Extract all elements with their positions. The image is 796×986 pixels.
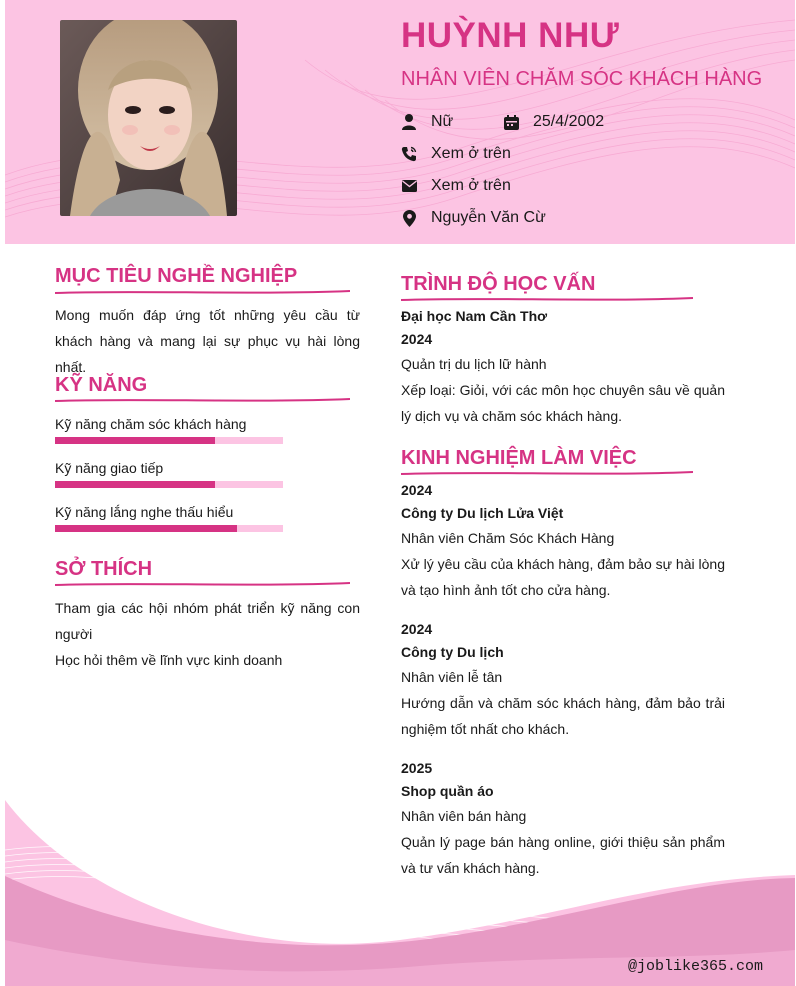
objective-title: MỤC TIÊU NGHỀ NGHIỆP: [55, 265, 298, 287]
education-school: Đại học Nam Cần Thơ: [401, 308, 548, 324]
header-banner: [5, 0, 795, 244]
hobby-item: Tham gia các hội nhóm phát triển kỹ năng con người: [55, 600, 360, 642]
hobby-item: Học hỏi thêm về lĩnh vực kinh doanh: [55, 652, 283, 668]
education-title: TRÌNH ĐỘ HỌC VẤN: [401, 273, 596, 295]
email-row: [401, 177, 511, 195]
phone-icon: [401, 146, 417, 162]
experience-description: Xử lý yêu cầu của khách hàng, đảm bảo sự hài lòng và tạo hình ảnh tốt cho cửa hàng.: [401, 556, 725, 598]
skill-label: Kỹ năng chăm sóc khách hàng: [55, 416, 247, 432]
education-underline: [401, 296, 693, 302]
location-icon: [401, 210, 417, 226]
education-major: Quản trị du lịch lữ hành: [401, 356, 547, 372]
address-value: Nguyễn Văn Cừ: [431, 209, 546, 226]
footer-waves: [0, 790, 796, 986]
gender-value: Nữ: [431, 113, 454, 130]
skill-label: Kỹ năng giao tiếp: [55, 460, 164, 476]
birthday-row: [503, 113, 604, 131]
experience-description: Hướng dẫn và chăm sóc khách hàng, đảm bảo trải nghiệm tốt nhất cho khách.: [401, 695, 725, 737]
skill-bar: [55, 481, 283, 488]
education-year: 2024: [401, 331, 433, 347]
experience-position: Nhân viên Chăm Sóc Khách Hàng: [401, 530, 615, 546]
hobbies-title: SỞ THÍCH: [55, 558, 153, 580]
hobbies-underline: [55, 581, 350, 587]
objective-underline: [55, 289, 350, 295]
experience-title: KINH NGHIỆM LÀM VIỆC: [401, 447, 637, 469]
phone-row: [401, 145, 511, 163]
profile-photo: [60, 20, 237, 216]
email-value: Xem ở trên: [431, 177, 511, 194]
experience-company: Công ty Du lịch Lửa Việt: [401, 505, 564, 521]
education-note: Xếp loại: Giỏi, với các môn học chuyên sâu về quản lý dịch vụ và chăm sóc khách hàng.: [401, 382, 725, 424]
experience-position: Nhân viên lễ tân: [401, 669, 503, 685]
skill-bar: [55, 437, 283, 444]
experience-company: Công ty Du lịch: [401, 644, 504, 660]
birthday-value: 25/4/2002: [533, 113, 605, 130]
experience-year: 2024: [401, 621, 433, 637]
skill-label: Kỹ năng lắng nghe thấu hiểu: [55, 504, 234, 520]
skill-bar-fill: [55, 525, 237, 532]
experience-description: Quản lý page bán hàng online, giới thiệu sản phẩm và tư vấn khách hàng.: [401, 834, 725, 876]
job-title: NHÂN VIÊN CHĂM SÓC KHÁCH HÀNG: [401, 68, 763, 90]
gender-row: [401, 113, 453, 131]
phone-value: Xem ở trên: [431, 145, 511, 162]
user-icon: [401, 114, 417, 130]
experience-underline: [401, 470, 693, 476]
skills-underline: [55, 397, 350, 403]
skill-bar-fill: [55, 481, 215, 488]
email-icon: [401, 178, 417, 194]
footer-credit: @joblike365.com: [628, 958, 764, 975]
skills-title: KỸ NĂNG: [55, 374, 148, 396]
objective-text: Mong muốn đáp ứng tốt những yêu cầu từ khách hàng và mang lại sự phục vụ hài lòng nhất.: [55, 307, 360, 375]
experience-company: Shop quần áo: [401, 783, 494, 799]
candidate-name: HUỲNH NHƯ: [401, 16, 620, 55]
calendar-icon: [503, 114, 519, 130]
experience-year: 2025: [401, 760, 433, 776]
skill-bar: [55, 525, 283, 532]
experience-position: Nhân viên bán hàng: [401, 808, 527, 824]
experience-year: 2024: [401, 482, 433, 498]
skill-bar-fill: [55, 437, 215, 444]
address-row: [401, 209, 546, 227]
